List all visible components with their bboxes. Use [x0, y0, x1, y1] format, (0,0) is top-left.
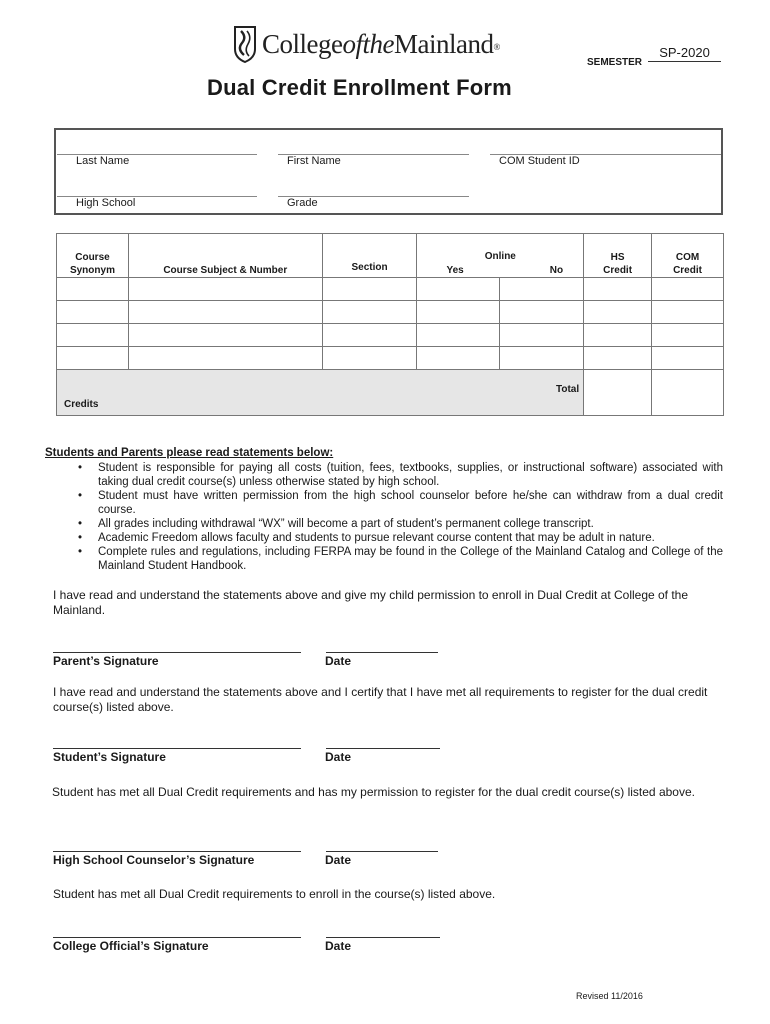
list-item: • Student is responsible for paying all costs (tuition, fees, textbooks, supplies, or instructional software) associated with taking dual credit course(s) unless otherwise stated by high school. [78, 461, 723, 489]
student-signature-label: Student’s Signature [53, 750, 166, 764]
list-item: • Complete rules and regulations, including FERPA may be found in the College of the Mainland Catalog and College of the Mainland Student Handbook. [78, 545, 723, 573]
semester-field[interactable]: SP-2020 [648, 45, 721, 62]
parent-date-line[interactable] [326, 652, 438, 653]
com-credit-cell[interactable] [652, 324, 724, 347]
online-no-cell[interactable] [500, 301, 584, 324]
statements-heading: Students and Parents please read statements below: [45, 447, 334, 459]
list-item: • Academic Freedom allows faculty and students to pursue relevant course content that may be adult in nature. [78, 531, 723, 545]
student-date-label: Date [325, 750, 352, 764]
course-synonym-header: Course Synonym [57, 234, 129, 278]
table-row [57, 324, 724, 347]
course-subject-header: Course Subject & Number [128, 234, 322, 278]
counselor-statement: Student has met all Dual Credit requirements and has my permission to register for the dual credit course(s) listed above. [52, 785, 695, 799]
synonym-cell[interactable] [57, 347, 129, 370]
logo-wordmark: CollegeoftheMainland® [262, 28, 500, 59]
com-credit-total-cell[interactable] [652, 370, 724, 416]
online-no-cell[interactable] [500, 278, 584, 301]
synonym-cell[interactable] [57, 278, 129, 301]
hs-credit-cell[interactable] [584, 324, 652, 347]
official-date-line[interactable] [326, 937, 440, 938]
table-row [57, 278, 724, 301]
hs-credit-header: HS Credit [584, 234, 652, 278]
online-yes-cell[interactable] [417, 301, 500, 324]
table-row [57, 301, 724, 324]
official-signature-label: College Official’s Signature [53, 939, 209, 953]
parent-signature-label: Parent’s Signature [53, 654, 159, 668]
counselor-signature-label: High School Counselor’s Signature [53, 853, 255, 867]
subject-cell[interactable] [128, 301, 322, 324]
online-label: Online [484, 251, 516, 262]
hs-credit-total-cell[interactable] [584, 370, 652, 416]
student-info-box [54, 128, 723, 215]
online-yes-cell[interactable] [417, 347, 500, 370]
online-yes-cell[interactable] [417, 278, 500, 301]
official-statement: Student has met all Dual Credit requirements to enroll in the course(s) listed above. [53, 887, 496, 901]
revision-note: Revised 11/2016 [576, 991, 643, 1001]
counselor-signature-line[interactable] [53, 851, 301, 852]
credits-total-row [57, 370, 724, 416]
online-header [417, 234, 584, 278]
section-cell[interactable] [322, 278, 417, 301]
synonym-cell[interactable] [57, 324, 129, 347]
online-yes-label: Yes [446, 265, 464, 276]
college-logo [232, 24, 500, 64]
student-signature-line[interactable] [53, 748, 301, 749]
section-cell[interactable] [322, 324, 417, 347]
hs-credit-cell[interactable] [584, 301, 652, 324]
grade-label: Grade [287, 197, 318, 209]
subject-cell[interactable] [128, 347, 322, 370]
total-label: Total [555, 384, 580, 395]
table-header-row [57, 234, 724, 278]
college-shield-logo-icon [232, 25, 258, 63]
official-date-label: Date [325, 939, 352, 953]
com-credit-cell[interactable] [652, 278, 724, 301]
com-credit-header: COM Credit [652, 234, 724, 278]
online-no-cell[interactable] [500, 347, 584, 370]
credits-total-label-cell [57, 370, 584, 416]
last-name-label: Last Name [76, 155, 130, 167]
online-no-cell[interactable] [500, 324, 584, 347]
first-name-label: First Name [287, 155, 341, 167]
online-no-label: No [549, 265, 564, 276]
parent-statement: I have read and understand the statements above and give my child permission to enroll in Dual Credit at College of the Mainland. [53, 588, 689, 617]
section-header: Section [322, 234, 417, 278]
semester-label: SEMESTER [587, 57, 643, 68]
parent-signature-line[interactable] [53, 652, 301, 653]
official-signature-line[interactable] [53, 937, 301, 938]
form-title: Dual Credit Enrollment Form [207, 75, 512, 100]
section-cell[interactable] [322, 347, 417, 370]
com-credit-cell[interactable] [652, 347, 724, 370]
subject-cell[interactable] [128, 278, 322, 301]
high-school-label: High School [76, 197, 136, 209]
statements-list [78, 461, 723, 573]
course-table [56, 233, 724, 416]
counselor-date-label: Date [325, 853, 352, 867]
student-statement: I have read and understand the statements above and I certify that I have met all requirements to register for the dual credit course(s) listed above. [53, 685, 708, 714]
hs-credit-cell[interactable] [584, 278, 652, 301]
synonym-cell[interactable] [57, 301, 129, 324]
subject-cell[interactable] [128, 324, 322, 347]
student-id-label: COM Student ID [499, 155, 580, 167]
credits-label: Credits [64, 399, 99, 410]
counselor-date-line[interactable] [326, 851, 438, 852]
student-date-line[interactable] [326, 748, 440, 749]
section-cell[interactable] [322, 301, 417, 324]
table-row [57, 347, 724, 370]
list-item: • Student must have written permission from the high school counselor before he/she can withdraw from a dual credit course. [78, 489, 723, 517]
online-yes-cell[interactable] [417, 324, 500, 347]
hs-credit-cell[interactable] [584, 347, 652, 370]
parent-date-label: Date [325, 654, 352, 668]
com-credit-cell[interactable] [652, 301, 724, 324]
list-item: • All grades including withdrawal “WX” will become a part of student’s permanent college transcript. [78, 517, 723, 531]
